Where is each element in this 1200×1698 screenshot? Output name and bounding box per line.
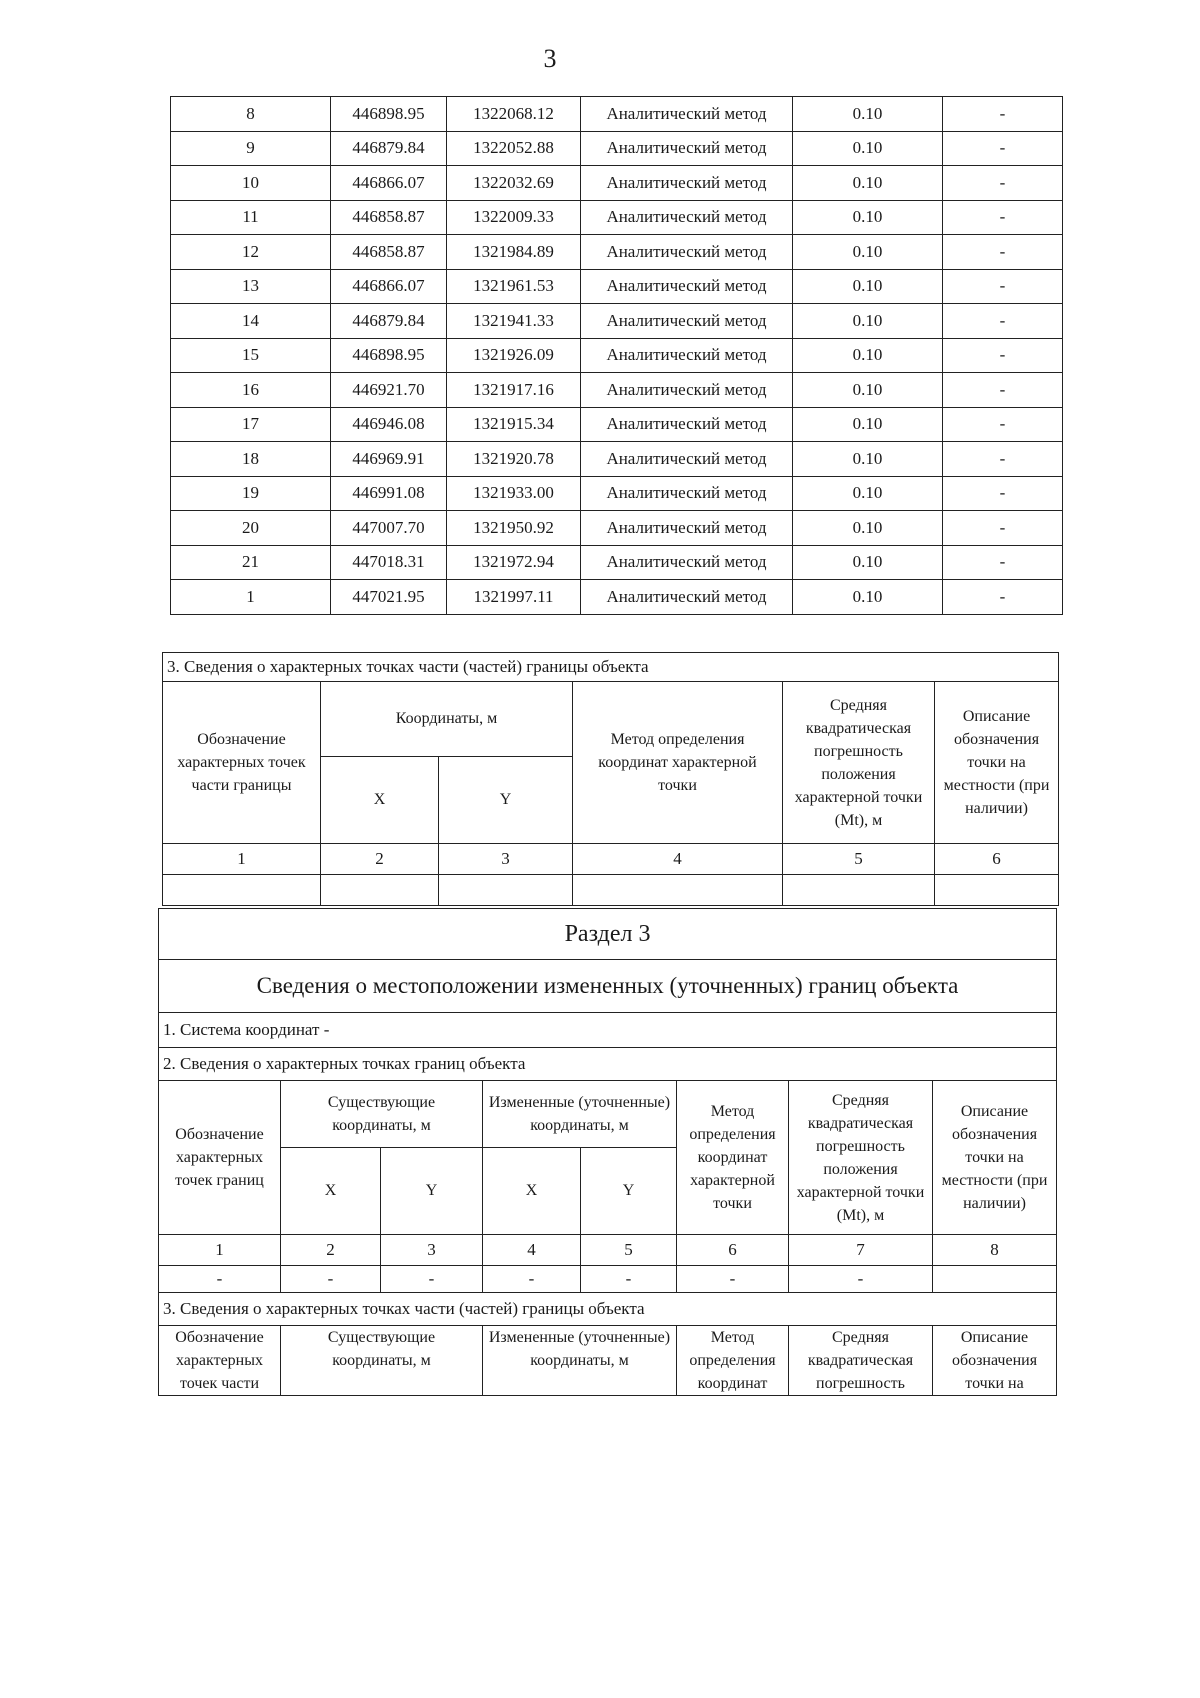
empty-value: - [159, 1266, 281, 1293]
description: - [943, 131, 1063, 166]
table-row [171, 476, 1063, 511]
mt-value: 0.10 [793, 269, 943, 304]
point-number: 21 [171, 545, 331, 580]
section3-subtitle: Сведения о местоположении измененных (уточненных) границ объекта [159, 960, 1057, 1013]
point-number: 11 [171, 200, 331, 235]
section2-parts-table [162, 652, 1059, 906]
column-number-row [163, 844, 1059, 875]
parts-title: 3. Сведения о характерных точках части (частей) границы объекта [159, 1293, 1057, 1326]
header-designation: Обозначение характерных точек части границы [163, 682, 321, 844]
empty-cell [935, 875, 1059, 906]
mt-value: 0.10 [793, 407, 943, 442]
header-coords: Координаты, м [321, 682, 573, 757]
table-row [171, 166, 1063, 201]
point-number: 20 [171, 511, 331, 546]
empty-cell [439, 875, 573, 906]
table-row [171, 97, 1063, 132]
empty-value: - [381, 1266, 483, 1293]
coord-x: 446969.91 [331, 442, 447, 477]
s3-header-existing: Существующие координаты, м [281, 1081, 483, 1148]
table-row [171, 235, 1063, 270]
method: Аналитический метод [581, 166, 793, 201]
method: Аналитический метод [581, 476, 793, 511]
boundary-points-table [170, 96, 1063, 615]
coord-x: 446879.84 [331, 304, 447, 339]
coord-x: 446858.87 [331, 200, 447, 235]
coord-x: 446858.87 [331, 235, 447, 270]
point-number: 18 [171, 442, 331, 477]
description: - [943, 338, 1063, 373]
point-number: 1 [171, 580, 331, 615]
description: - [943, 545, 1063, 580]
point-number: 15 [171, 338, 331, 373]
s3-header-changed: Измененные (уточненные) координаты, м [483, 1081, 677, 1148]
column-number: 3 [439, 844, 573, 875]
section3-title: Раздел 3 [159, 909, 1057, 960]
coord-x: 447021.95 [331, 580, 447, 615]
mt-value: 0.10 [793, 338, 943, 373]
point-number: 19 [171, 476, 331, 511]
s3p-header-changed: Измененные (уточненные) координаты, м [483, 1326, 677, 1396]
mt-value: 0.10 [793, 545, 943, 580]
point-number: 10 [171, 166, 331, 201]
point-number: 14 [171, 304, 331, 339]
description: - [943, 269, 1063, 304]
description: - [943, 511, 1063, 546]
empty-value: - [581, 1266, 677, 1293]
empty-cell [573, 875, 783, 906]
coord-y: 1321915.34 [447, 407, 581, 442]
section3-table [158, 908, 1057, 1396]
s3-header-method: Метод определения координат характерной точки [677, 1081, 789, 1235]
table-row [171, 407, 1063, 442]
column-number: 6 [935, 844, 1059, 875]
column-number: 3 [381, 1235, 483, 1266]
method: Аналитический метод [581, 373, 793, 408]
s3-header-x2: X [483, 1148, 581, 1235]
header-method: Метод определения координат характерной точки [573, 682, 783, 844]
mt-value: 0.10 [793, 304, 943, 339]
header-x: X [321, 757, 439, 844]
coord-y: 1321984.89 [447, 235, 581, 270]
empty-value: - [677, 1266, 789, 1293]
description: - [943, 476, 1063, 511]
s3-header-x: X [281, 1148, 381, 1235]
s3p-header-mt: Средняя квадратическая погрешность [789, 1326, 933, 1396]
method: Аналитический метод [581, 200, 793, 235]
header-mt: Средняя квадратическая погрешность положения характерной точки (Mt), м [783, 682, 935, 844]
point-number: 9 [171, 131, 331, 166]
coord-y: 1321961.53 [447, 269, 581, 304]
table-row [171, 511, 1063, 546]
coord-y: 1321917.16 [447, 373, 581, 408]
description: - [943, 200, 1063, 235]
coord-system: 1. Система координат - [159, 1013, 1057, 1048]
coord-y: 1321933.00 [447, 476, 581, 511]
points-title: 2. Сведения о характерных точках границ объекта [159, 1048, 1057, 1081]
description: - [943, 373, 1063, 408]
table-row [171, 545, 1063, 580]
coord-x: 446879.84 [331, 131, 447, 166]
coord-x: 446898.95 [331, 338, 447, 373]
s3-header-y: Y [381, 1148, 483, 1235]
method: Аналитический метод [581, 235, 793, 270]
empty-cell [783, 875, 935, 906]
column-number: 2 [281, 1235, 381, 1266]
column-number: 8 [933, 1235, 1057, 1266]
empty-value: - [483, 1266, 581, 1293]
column-number: 5 [783, 844, 935, 875]
column-number: 6 [677, 1235, 789, 1266]
s3p-header-desc: Описание обозначения точки на [933, 1326, 1057, 1396]
s3-empty-row [159, 1266, 1057, 1293]
description: - [943, 580, 1063, 615]
empty-value: - [281, 1266, 381, 1293]
coord-x: 446866.07 [331, 269, 447, 304]
mt-value: 0.10 [793, 511, 943, 546]
description: - [943, 407, 1063, 442]
table-row [171, 373, 1063, 408]
description: - [943, 97, 1063, 132]
empty-value [933, 1266, 1057, 1293]
s3p-header-designation: Обозначение характерных точек части [159, 1326, 281, 1396]
s3p-header-existing: Существующие координаты, м [281, 1326, 483, 1396]
s3-header-designation: Обозначение характерных точек границ [159, 1081, 281, 1235]
method: Аналитический метод [581, 545, 793, 580]
method: Аналитический метод [581, 97, 793, 132]
point-number: 8 [171, 97, 331, 132]
column-number: 4 [483, 1235, 581, 1266]
empty-cell [321, 875, 439, 906]
mt-value: 0.10 [793, 200, 943, 235]
method: Аналитический метод [581, 580, 793, 615]
column-number: 1 [163, 844, 321, 875]
coord-x: 446991.08 [331, 476, 447, 511]
header-desc: Описание обозначения точки на местности (при наличии) [935, 682, 1059, 844]
table-row [171, 338, 1063, 373]
coord-x: 446921.70 [331, 373, 447, 408]
method: Аналитический метод [581, 269, 793, 304]
section2-parts-title: 3. Сведения о характерных точках части (частей) границы объекта [163, 653, 1059, 682]
coord-y: 1321941.33 [447, 304, 581, 339]
coord-y: 1321950.92 [447, 511, 581, 546]
mt-value: 0.10 [793, 235, 943, 270]
column-number: 7 [789, 1235, 933, 1266]
method: Аналитический метод [581, 511, 793, 546]
method: Аналитический метод [581, 442, 793, 477]
method: Аналитический метод [581, 304, 793, 339]
coord-y: 1322052.88 [447, 131, 581, 166]
description: - [943, 235, 1063, 270]
coord-x: 447007.70 [331, 511, 447, 546]
mt-value: 0.10 [793, 580, 943, 615]
table-row [171, 200, 1063, 235]
page-number: 3 [543, 44, 557, 73]
coord-x: 446898.95 [331, 97, 447, 132]
empty-value: - [789, 1266, 933, 1293]
coord-y: 1322032.69 [447, 166, 581, 201]
point-number: 17 [171, 407, 331, 442]
column-number: 4 [573, 844, 783, 875]
column-number: 1 [159, 1235, 281, 1266]
coord-y: 1322068.12 [447, 97, 581, 132]
column-number: 5 [581, 1235, 677, 1266]
coord-x: 446946.08 [331, 407, 447, 442]
method: Аналитический метод [581, 407, 793, 442]
description: - [943, 304, 1063, 339]
column-number: 2 [321, 844, 439, 875]
coord-y: 1321972.94 [447, 545, 581, 580]
method: Аналитический метод [581, 131, 793, 166]
coord-y: 1321920.78 [447, 442, 581, 477]
s3p-header-method: Метод определения координат [677, 1326, 789, 1396]
coord-y: 1321926.09 [447, 338, 581, 373]
coord-x: 447018.31 [331, 545, 447, 580]
mt-value: 0.10 [793, 97, 943, 132]
empty-cell [163, 875, 321, 906]
coord-x: 446866.07 [331, 166, 447, 201]
table-row [171, 442, 1063, 477]
s3-header-desc: Описание обозначения точки на местности (при наличии) [933, 1081, 1057, 1235]
mt-value: 0.10 [793, 442, 943, 477]
point-number: 13 [171, 269, 331, 304]
table-row [171, 304, 1063, 339]
mt-value: 0.10 [793, 373, 943, 408]
mt-value: 0.10 [793, 166, 943, 201]
table-row [171, 131, 1063, 166]
s3-column-number-row [159, 1235, 1057, 1266]
description: - [943, 166, 1063, 201]
mt-value: 0.10 [793, 476, 943, 511]
description: - [943, 442, 1063, 477]
table-row [171, 269, 1063, 304]
header-y: Y [439, 757, 573, 844]
mt-value: 0.10 [793, 131, 943, 166]
coord-y: 1322009.33 [447, 200, 581, 235]
table-row [171, 580, 1063, 615]
point-number: 12 [171, 235, 331, 270]
s3-header-mt: Средняя квадратическая погрешность положения характерной точки (Mt), м [789, 1081, 933, 1235]
coord-y: 1321997.11 [447, 580, 581, 615]
s3-header-y2: Y [581, 1148, 677, 1235]
point-number: 16 [171, 373, 331, 408]
method: Аналитический метод [581, 338, 793, 373]
